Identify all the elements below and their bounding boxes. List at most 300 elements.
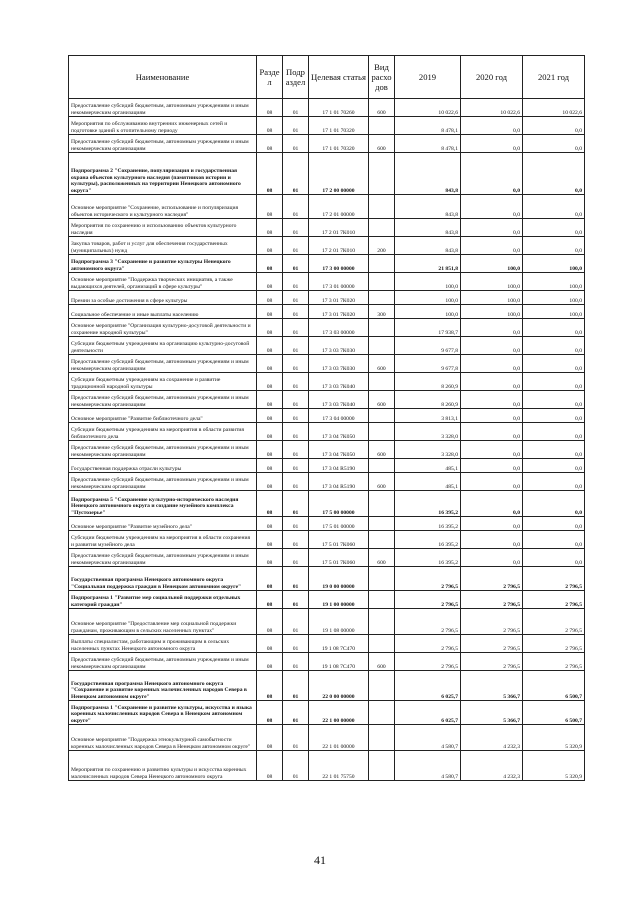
row-section: 08 [257, 255, 283, 273]
row-section: 08 [257, 135, 283, 153]
row-section: 08 [257, 725, 283, 751]
row-target-item: 19 1 08 7С470 [309, 635, 369, 653]
row-value-2019: 843,8 [395, 219, 461, 237]
row-expense-type [369, 567, 395, 591]
table-row [69, 567, 585, 591]
row-value-2019: 2 796,5 [395, 609, 461, 635]
row-value-2019: 3 328,0 [395, 423, 461, 441]
row-subsection: 01 [283, 373, 309, 391]
row-section: 08 [257, 319, 283, 337]
row-value-2020: 2 796,5 [461, 591, 523, 609]
row-expense-type [369, 291, 395, 305]
row-target-item: 17 5 01 7К060 [309, 549, 369, 567]
row-section: 08 [257, 635, 283, 653]
row-target-item: 17 3 01 7К020 [309, 305, 369, 319]
row-target-item: 17 2 00 00000 [309, 153, 369, 195]
row-name: Предоставление субсидий бюджетным, автономным учреждениям и иным некоммерческим организациям [69, 391, 257, 409]
table-row [69, 517, 585, 531]
row-value-2020: 0,0 [461, 355, 523, 373]
row-value-2021: 2 796,5 [523, 635, 585, 653]
row-value-2020: 0,0 [461, 373, 523, 391]
row-section: 08 [257, 273, 283, 291]
row-value-2021: 0,0 [523, 319, 585, 337]
row-target-item: 22 1 01 75750 [309, 751, 369, 781]
row-value-2019: 9 677,8 [395, 355, 461, 373]
row-target-item: 17 5 00 00000 [309, 491, 369, 517]
table-row [69, 291, 585, 305]
row-name: Мероприятия по сохранению и развитию культуры и искусства коренных малочисленных народов Севера Ненецкого автономного округа [69, 751, 257, 781]
row-name: Субсидии бюджетным учреждениям на организацию культурно-досуговой деятельности [69, 337, 257, 355]
row-expense-type: 200 [369, 237, 395, 255]
header-2020: 2020 год [461, 56, 523, 99]
header-subsection: Подр аздел [283, 56, 309, 99]
row-expense-type [369, 701, 395, 725]
table-row [69, 549, 585, 567]
row-expense-type [369, 337, 395, 355]
row-value-2020: 10 022,6 [461, 99, 523, 117]
row-name: Основное мероприятие "Предоставление мер социальной поддержки гражданам, проживающим в сельских населенных пунктах" [69, 609, 257, 635]
row-value-2019: 8 260,9 [395, 391, 461, 409]
row-value-2019: 16 395,2 [395, 491, 461, 517]
table-row [69, 459, 585, 473]
row-target-item: 19 0 00 00000 [309, 567, 369, 591]
row-name: Предоставление субсидий бюджетным, автономным учреждениям и иным некоммерческим организациям [69, 135, 257, 153]
row-value-2020: 2 796,5 [461, 609, 523, 635]
row-target-item: 17 3 01 7К020 [309, 291, 369, 305]
row-value-2020: 0,0 [461, 391, 523, 409]
row-subsection: 01 [283, 567, 309, 591]
row-value-2019: 9 677,8 [395, 337, 461, 355]
row-target-item: 17 3 04 R5190 [309, 459, 369, 473]
row-value-2019: 6 025,7 [395, 671, 461, 701]
row-subsection: 01 [283, 337, 309, 355]
row-name: Основное мероприятие "Развитие библиотечного дела" [69, 409, 257, 423]
row-target-item: 17 1 01 70260 [309, 99, 369, 117]
row-name: Предоставление субсидий бюджетным, автономным учреждениям и иным некоммерческим организациям [69, 441, 257, 459]
row-value-2019: 6 025,7 [395, 701, 461, 725]
table-row [69, 423, 585, 441]
row-value-2021: 2 796,5 [523, 591, 585, 609]
row-value-2021: 0,0 [523, 409, 585, 423]
row-value-2021: 0,0 [523, 195, 585, 219]
row-target-item: 17 2 01 7К010 [309, 219, 369, 237]
row-expense-type: 600 [369, 391, 395, 409]
row-value-2019: 100,0 [395, 273, 461, 291]
row-value-2020: 0,0 [461, 517, 523, 531]
row-subsection: 01 [283, 549, 309, 567]
row-subsection: 01 [283, 219, 309, 237]
row-subsection: 01 [283, 459, 309, 473]
row-subsection: 01 [283, 701, 309, 725]
table-row [69, 591, 585, 609]
row-value-2019: 8 478,1 [395, 117, 461, 135]
row-value-2021: 0,0 [523, 531, 585, 549]
row-value-2020: 2 796,5 [461, 653, 523, 671]
row-value-2020: 0,0 [461, 195, 523, 219]
row-name: Основное мероприятие "Поддержка этнокультурной самобытности коренных малочисленных народов Севера в Ненецком автономном округе" [69, 725, 257, 751]
table-row [69, 409, 585, 423]
row-target-item: 17 2 01 7К010 [309, 237, 369, 255]
row-expense-type [369, 319, 395, 337]
row-name: Предоставление субсидий бюджетным, автономным учреждениям и иным некоммерческим организациям [69, 473, 257, 491]
table-row [69, 117, 585, 135]
row-value-2021: 2 796,5 [523, 567, 585, 591]
row-name: Социальное обеспечение и иные выплаты населению [69, 305, 257, 319]
row-expense-type [369, 409, 395, 423]
row-subsection: 01 [283, 531, 309, 549]
row-section: 08 [257, 355, 283, 373]
table-row [69, 319, 585, 337]
row-value-2020: 0,0 [461, 459, 523, 473]
row-subsection: 01 [283, 751, 309, 781]
row-subsection: 01 [283, 473, 309, 491]
row-name: Государственная программа Ненецкого автономного округа "Социальная поддержка граждан в Ненецком автономном округе" [69, 567, 257, 591]
row-value-2020: 4 232,3 [461, 725, 523, 751]
table-row [69, 219, 585, 237]
row-section: 08 [257, 491, 283, 517]
table-row [69, 391, 585, 409]
row-section: 08 [257, 609, 283, 635]
row-expense-type: 600 [369, 135, 395, 153]
row-value-2019: 8 260,9 [395, 373, 461, 391]
row-name: Государственная программа Ненецкого автономного округа "Сохранение и развитие коренных малочисленных народов Севера в Ненецком автономном округе" [69, 671, 257, 701]
row-target-item: 17 3 00 00000 [309, 255, 369, 273]
row-expense-type: 600 [369, 653, 395, 671]
table-row [69, 355, 585, 373]
row-value-2020: 0,0 [461, 423, 523, 441]
row-name: Закупка товаров, работ и услуг для обеспечения государственных (муниципальных) нужд [69, 237, 257, 255]
row-value-2019: 2 796,5 [395, 635, 461, 653]
row-section: 08 [257, 291, 283, 305]
row-section: 08 [257, 459, 283, 473]
header-target-item: Целевая статья [309, 56, 369, 99]
row-subsection: 01 [283, 591, 309, 609]
table-row [69, 373, 585, 391]
row-expense-type [369, 219, 395, 237]
row-value-2019: 843,8 [395, 195, 461, 219]
row-name: Предоставление субсидий бюджетным, автономным учреждениям и иным некоммерческим организациям [69, 355, 257, 373]
row-subsection: 01 [283, 355, 309, 373]
row-expense-type [369, 459, 395, 473]
row-name: Основное мероприятие "Развитие музейного дела" [69, 517, 257, 531]
row-value-2019: 3 328,0 [395, 441, 461, 459]
row-target-item: 22 1 00 00000 [309, 701, 369, 725]
budget-table [68, 55, 585, 781]
table-row [69, 531, 585, 549]
row-name: Субсидии бюджетным учреждениям на мероприятия в области сохранения и развития музейного дела [69, 531, 257, 549]
row-value-2019: 16 395,2 [395, 549, 461, 567]
row-subsection: 01 [283, 517, 309, 531]
row-target-item: 17 3 03 7К030 [309, 337, 369, 355]
row-name: Мероприятия по обслуживанию внутренних инженерных сетей и подготовке зданий к отопительному периоду [69, 117, 257, 135]
row-target-item: 19 1 08 7С470 [309, 653, 369, 671]
row-value-2020: 0,0 [461, 531, 523, 549]
row-value-2021: 0,0 [523, 135, 585, 153]
row-expense-type [369, 373, 395, 391]
row-target-item: 17 3 03 00000 [309, 319, 369, 337]
table-row [69, 473, 585, 491]
row-value-2020: 2 796,5 [461, 567, 523, 591]
table-row [69, 337, 585, 355]
row-value-2021: 6 500,7 [523, 701, 585, 725]
row-section: 08 [257, 99, 283, 117]
table-row [69, 609, 585, 635]
row-section: 08 [257, 195, 283, 219]
row-expense-type: 600 [369, 355, 395, 373]
row-target-item: 17 3 03 7К040 [309, 373, 369, 391]
row-value-2020: 100,0 [461, 255, 523, 273]
row-name: Государственная поддержка отрасли культуры [69, 459, 257, 473]
row-value-2019: 17 938,7 [395, 319, 461, 337]
row-section: 08 [257, 423, 283, 441]
row-target-item: 17 3 04 00000 [309, 409, 369, 423]
row-target-item: 17 3 03 7К040 [309, 391, 369, 409]
row-target-item: 17 3 03 7К030 [309, 355, 369, 373]
row-target-item: 17 3 01 00000 [309, 273, 369, 291]
row-name: Основное мероприятие "Поддержка творческих инициатив, а также выдающихся деятелей, организаций в сфере культуры" [69, 273, 257, 291]
table-row [69, 99, 585, 117]
row-section: 08 [257, 337, 283, 355]
row-expense-type [369, 491, 395, 517]
row-section: 08 [257, 391, 283, 409]
row-subsection: 01 [283, 305, 309, 319]
row-value-2021: 2 796,5 [523, 653, 585, 671]
row-value-2019: 8 478,1 [395, 135, 461, 153]
row-value-2019: 843,8 [395, 237, 461, 255]
row-subsection: 01 [283, 291, 309, 305]
table-row [69, 441, 585, 459]
row-section: 08 [257, 373, 283, 391]
row-subsection: 01 [283, 319, 309, 337]
row-expense-type [369, 195, 395, 219]
row-subsection: 01 [283, 635, 309, 653]
table-row [69, 195, 585, 219]
row-value-2019: 16 395,2 [395, 531, 461, 549]
row-value-2020: 100,0 [461, 291, 523, 305]
row-value-2019: 485,1 [395, 473, 461, 491]
row-section: 08 [257, 305, 283, 319]
row-value-2020: 0,0 [461, 219, 523, 237]
row-value-2020: 100,0 [461, 305, 523, 319]
row-value-2021: 10 022,6 [523, 99, 585, 117]
row-name: Подпрограмма 3 "Сохранение и развитие культуры Ненецкого автономного округа" [69, 255, 257, 273]
header-name: Наименование [69, 56, 257, 99]
row-value-2021: 5 320,9 [523, 725, 585, 751]
row-target-item: 17 5 01 7К060 [309, 531, 369, 549]
row-target-item: 17 1 01 70320 [309, 117, 369, 135]
row-value-2021: 0,0 [523, 491, 585, 517]
row-target-item: 17 3 04 7К050 [309, 423, 369, 441]
row-target-item: 19 1 00 00000 [309, 591, 369, 609]
row-subsection: 01 [283, 441, 309, 459]
row-subsection: 01 [283, 725, 309, 751]
row-subsection: 01 [283, 491, 309, 517]
row-section: 08 [257, 153, 283, 195]
row-value-2020: 4 232,3 [461, 751, 523, 781]
budget-table-sheet [68, 55, 584, 781]
row-value-2019: 2 796,5 [395, 591, 461, 609]
row-value-2020: 0,0 [461, 337, 523, 355]
row-name: Субсидии бюджетным учреждениям на сохранение и развитие традиционной народной культуры [69, 373, 257, 391]
row-name: Подпрограмма 1 "Сохранение и развитие культуры, искусства и языка коренных малочисленных народов Севера в Ненецком автономном округе" [69, 701, 257, 725]
table-row [69, 725, 585, 751]
row-value-2021: 5 320,9 [523, 751, 585, 781]
row-target-item: 17 3 04 R5190 [309, 473, 369, 491]
row-value-2021: 0,0 [523, 459, 585, 473]
row-expense-type [369, 591, 395, 609]
row-value-2019: 485,1 [395, 459, 461, 473]
row-value-2021: 0,0 [523, 549, 585, 567]
row-value-2019: 4 580,7 [395, 751, 461, 781]
row-expense-type [369, 517, 395, 531]
row-expense-type: 600 [369, 441, 395, 459]
row-expense-type: 600 [369, 473, 395, 491]
row-name: Подпрограмма 2 "Сохранение, популяризация и государственная охрана объектов культурного наследия (памятников истории и культуры), расположенных на территории Ненецкого автономного округа" [69, 153, 257, 195]
row-name: Подпрограмма 5 "Сохранение культурно-исторического наследия Ненецкого автономного округа и создание музейного комплекса "Пустозерье" [69, 491, 257, 517]
row-value-2019: 21 851,8 [395, 255, 461, 273]
row-value-2019: 2 796,5 [395, 653, 461, 671]
row-value-2021: 0,0 [523, 473, 585, 491]
row-subsection: 01 [283, 273, 309, 291]
row-value-2020: 0,0 [461, 117, 523, 135]
row-subsection: 01 [283, 653, 309, 671]
row-value-2020: 2 796,5 [461, 635, 523, 653]
table-row [69, 751, 585, 781]
row-subsection: 01 [283, 153, 309, 195]
table-row [69, 255, 585, 273]
row-subsection: 01 [283, 99, 309, 117]
table-row [69, 653, 585, 671]
row-expense-type [369, 273, 395, 291]
row-value-2021: 0,0 [523, 153, 585, 195]
row-value-2021: 0,0 [523, 117, 585, 135]
row-expense-type: 300 [369, 305, 395, 319]
row-expense-type [369, 635, 395, 653]
row-section: 08 [257, 567, 283, 591]
row-section: 08 [257, 237, 283, 255]
row-subsection: 01 [283, 409, 309, 423]
row-value-2019: 843,8 [395, 153, 461, 195]
row-expense-type [369, 153, 395, 195]
row-expense-type [369, 609, 395, 635]
row-expense-type: 600 [369, 549, 395, 567]
row-section: 08 [257, 441, 283, 459]
row-value-2020: 0,0 [461, 135, 523, 153]
row-value-2019: 3 813,1 [395, 409, 461, 423]
table-row [69, 635, 585, 653]
row-section: 08 [257, 701, 283, 725]
header-2021: 2021 год [523, 56, 585, 99]
row-value-2019: 100,0 [395, 291, 461, 305]
row-expense-type [369, 531, 395, 549]
row-expense-type [369, 725, 395, 751]
row-value-2021: 0,0 [523, 423, 585, 441]
row-expense-type: 600 [369, 99, 395, 117]
row-value-2019: 100,0 [395, 305, 461, 319]
table-row [69, 491, 585, 517]
row-value-2019: 4 580,7 [395, 725, 461, 751]
row-value-2020: 5 366,7 [461, 701, 523, 725]
row-subsection: 01 [283, 423, 309, 441]
row-subsection: 01 [283, 671, 309, 701]
row-target-item: 17 2 01 00000 [309, 195, 369, 219]
row-value-2021: 0,0 [523, 355, 585, 373]
row-name: Выплаты специалистам, работающим и проживающим в сельских населенных пунктах Ненецкого автономного округа [69, 635, 257, 653]
row-section: 08 [257, 751, 283, 781]
row-subsection: 01 [283, 117, 309, 135]
table-row [69, 701, 585, 725]
row-expense-type [369, 671, 395, 701]
table-body [69, 99, 585, 781]
row-name: Предоставление субсидий бюджетным, автономным учреждениям и иным некоммерческим организациям [69, 549, 257, 567]
row-value-2021: 100,0 [523, 305, 585, 319]
header-section: Разде л [257, 56, 283, 99]
row-value-2021: 100,0 [523, 291, 585, 305]
row-value-2021: 0,0 [523, 391, 585, 409]
row-section: 08 [257, 409, 283, 423]
row-value-2020: 0,0 [461, 237, 523, 255]
row-subsection: 01 [283, 391, 309, 409]
row-subsection: 01 [283, 237, 309, 255]
row-name: Основное мероприятие "Организация культурно-досуговой деятельности и сохранение народной культуры" [69, 319, 257, 337]
row-target-item: 17 3 04 7К050 [309, 441, 369, 459]
row-name: Основное мероприятие "Сохранение, использование и популяризация объектов исторического и культурного наследия" [69, 195, 257, 219]
row-section: 08 [257, 591, 283, 609]
row-section: 08 [257, 531, 283, 549]
row-value-2021: 100,0 [523, 273, 585, 291]
row-value-2021: 100,0 [523, 255, 585, 273]
row-value-2021: 6 500,7 [523, 671, 585, 701]
table-header-row [69, 56, 585, 99]
row-value-2020: 100,0 [461, 273, 523, 291]
row-value-2019: 2 796,5 [395, 567, 461, 591]
row-value-2020: 0,0 [461, 549, 523, 567]
row-value-2020: 0,0 [461, 409, 523, 423]
row-target-item: 22 0 00 00000 [309, 671, 369, 701]
table-row [69, 671, 585, 701]
row-name: Предоставление субсидий бюджетным, автономным учреждениям и иным некоммерческим организациям [69, 99, 257, 117]
table-row [69, 305, 585, 319]
row-value-2020: 5 366,7 [461, 671, 523, 701]
row-subsection: 01 [283, 609, 309, 635]
row-subsection: 01 [283, 135, 309, 153]
row-value-2021: 0,0 [523, 237, 585, 255]
row-value-2020: 0,0 [461, 491, 523, 517]
row-value-2021: 0,0 [523, 441, 585, 459]
row-value-2021: 0,0 [523, 219, 585, 237]
row-target-item: 22 1 01 00000 [309, 725, 369, 751]
row-section: 08 [257, 219, 283, 237]
row-value-2021: 2 796,5 [523, 609, 585, 635]
row-expense-type [369, 423, 395, 441]
row-expense-type [369, 255, 395, 273]
row-name: Субсидии бюджетным учреждениям на мероприятия в области развития библиотечного дела [69, 423, 257, 441]
row-section: 08 [257, 549, 283, 567]
row-name: Предоставление субсидий бюджетным, автономным учреждениям и иным некоммерческим организациям [69, 653, 257, 671]
row-value-2021: 0,0 [523, 337, 585, 355]
row-section: 08 [257, 653, 283, 671]
row-section: 08 [257, 517, 283, 531]
row-section: 08 [257, 117, 283, 135]
row-section: 08 [257, 671, 283, 701]
header-expense-type: Вид расхо дов [369, 56, 395, 99]
row-target-item: 17 5 01 00000 [309, 517, 369, 531]
header-2019: 2019 [395, 56, 461, 99]
row-target-item: 19 1 08 00000 [309, 609, 369, 635]
page-number: 41 [314, 853, 326, 867]
row-section: 08 [257, 473, 283, 491]
table-row [69, 153, 585, 195]
